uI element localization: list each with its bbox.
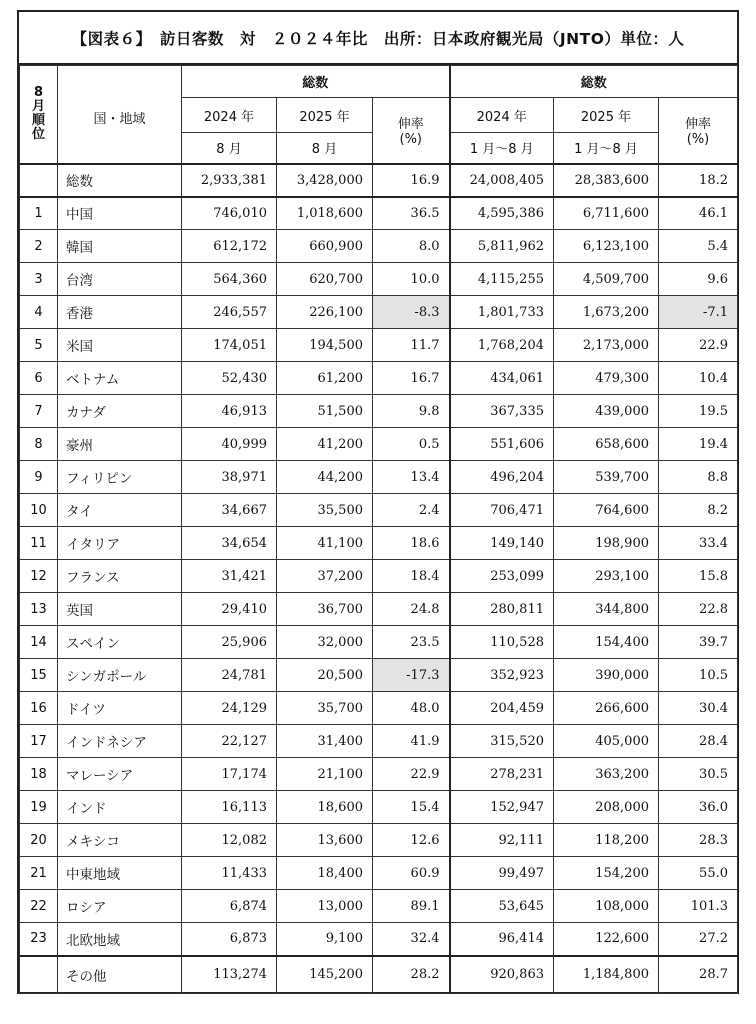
cum-growth-cell: 33.4 <box>659 527 738 560</box>
cum-group-header: 総数 <box>450 66 738 98</box>
table-row <box>20 395 738 428</box>
rank-cell: 20 <box>20 824 58 857</box>
cum-growth-cell: 55.0 <box>659 857 738 890</box>
aug-growth-cell: 16.9 <box>373 164 450 197</box>
aug-2024-cell: 17,174 <box>182 758 277 791</box>
rank-cell: 7 <box>20 395 58 428</box>
aug-2025-cell: 41,100 <box>277 527 373 560</box>
aug-growth-cell: 24.8 <box>373 593 450 626</box>
cum-growth-cell: 46.1 <box>659 197 738 230</box>
cum-growth-cell: 22.9 <box>659 329 738 362</box>
cum-growth-cell: 30.4 <box>659 692 738 725</box>
aug-2025-cell: 18,600 <box>277 791 373 824</box>
aug-2025-cell: 20,500 <box>277 659 373 692</box>
aug-growth-cell: 89.1 <box>373 890 450 923</box>
aug-2024-cell: 113,274 <box>182 956 277 994</box>
aug-growth-cell: -8.3 <box>373 296 450 329</box>
table-row <box>20 725 738 758</box>
cum-2024-cell: 315,520 <box>450 725 554 758</box>
cum-2025-cell: 4,509,700 <box>554 263 659 296</box>
rank-cell: 1 <box>20 197 58 230</box>
cum-2024-cell: 434,061 <box>450 362 554 395</box>
region-cell: フィリピン <box>58 461 182 494</box>
cum-2024-cell: 152,947 <box>450 791 554 824</box>
cum-2024-cell: 496,204 <box>450 461 554 494</box>
aug-2024-cell: 34,654 <box>182 527 277 560</box>
table-row <box>20 329 738 362</box>
cum-2024-cell: 4,595,386 <box>450 197 554 230</box>
cum-growth-cell: -7.1 <box>659 296 738 329</box>
cum-growth-cell: 30.5 <box>659 758 738 791</box>
aug-2025-cell: 620,700 <box>277 263 373 296</box>
cum-growth-cell: 8.2 <box>659 494 738 527</box>
cum-2024-cell: 24,008,405 <box>450 164 554 197</box>
aug-growth-cell: 2.4 <box>373 494 450 527</box>
aug-growth-cell: 28.2 <box>373 956 450 994</box>
aug-growth-cell: 18.4 <box>373 560 450 593</box>
aug-2024-header: 2024 年 <box>182 98 277 133</box>
cum-growth-cell: 5.4 <box>659 230 738 263</box>
aug-2025-cell: 1,018,600 <box>277 197 373 230</box>
aug-growth-cell: 41.9 <box>373 725 450 758</box>
cum-2025-cell: 1,673,200 <box>554 296 659 329</box>
rank-cell: 22 <box>20 890 58 923</box>
region-cell: フランス <box>58 560 182 593</box>
cum-2024-header: 2024 年 <box>450 98 554 133</box>
aug-2024-cell: 174,051 <box>182 329 277 362</box>
rank-header: 8月順位 <box>20 66 58 164</box>
rank-cell: 18 <box>20 758 58 791</box>
region-cell: メキシコ <box>58 824 182 857</box>
cum-2024-cell: 551,606 <box>450 428 554 461</box>
aug-2025-cell: 35,500 <box>277 494 373 527</box>
cum-2024-cell: 110,528 <box>450 626 554 659</box>
rank-cell: 17 <box>20 725 58 758</box>
aug-2024-cell: 46,913 <box>182 395 277 428</box>
cum-2025-cell: 658,600 <box>554 428 659 461</box>
cum-growth-cell: 28.4 <box>659 725 738 758</box>
cum-growth-cell: 8.8 <box>659 461 738 494</box>
aug-2024-cell: 11,433 <box>182 857 277 890</box>
aug-2024-cell: 29,410 <box>182 593 277 626</box>
table-row <box>20 659 738 692</box>
cum-2025-cell: 28,383,600 <box>554 164 659 197</box>
aug-growth-cell: 16.7 <box>373 362 450 395</box>
region-cell: インド <box>58 791 182 824</box>
aug-growth-cell: 48.0 <box>373 692 450 725</box>
region-header: 国・地域 <box>58 66 182 164</box>
cum-2024-cell: 96,414 <box>450 923 554 956</box>
cum-2025-cell: 363,200 <box>554 758 659 791</box>
table-row <box>20 428 738 461</box>
cum-2024-cell: 278,231 <box>450 758 554 791</box>
aug-2025-cell: 13,600 <box>277 824 373 857</box>
cum-2025-cell: 122,600 <box>554 923 659 956</box>
cum-growth-cell: 9.6 <box>659 263 738 296</box>
aug-2025-cell: 32,000 <box>277 626 373 659</box>
table-row <box>20 461 738 494</box>
aug-2024-cell: 12,082 <box>182 824 277 857</box>
rank-cell: 10 <box>20 494 58 527</box>
rank-cell: 16 <box>20 692 58 725</box>
aug-2025-cell: 226,100 <box>277 296 373 329</box>
region-cell: 豪州 <box>58 428 182 461</box>
region-cell: 総数 <box>58 164 182 197</box>
aug-growth-cell: 0.5 <box>373 428 450 461</box>
region-cell: タイ <box>58 494 182 527</box>
cum-2025-cell: 344,800 <box>554 593 659 626</box>
aug-2025-cell: 145,200 <box>277 956 373 994</box>
rank-cell: 19 <box>20 791 58 824</box>
aug-growth-cell: 10.0 <box>373 263 450 296</box>
aug-2024-cell: 22,127 <box>182 725 277 758</box>
aug-growth-cell: 9.8 <box>373 395 450 428</box>
rank-cell: 3 <box>20 263 58 296</box>
cum-growth-cell: 22.8 <box>659 593 738 626</box>
cum-2024-cell: 5,811,962 <box>450 230 554 263</box>
cum-2024-cell: 4,115,255 <box>450 263 554 296</box>
aug-2025-header: 2025 年 <box>277 98 373 133</box>
cum-growth-cell: 18.2 <box>659 164 738 197</box>
rank-cell: 5 <box>20 329 58 362</box>
cum-2025-cell: 6,711,600 <box>554 197 659 230</box>
rank-cell: 14 <box>20 626 58 659</box>
cum-2025-header: 2025 年 <box>554 98 659 133</box>
cum-2024-cell: 253,099 <box>450 560 554 593</box>
cum-2024-cell: 706,471 <box>450 494 554 527</box>
cum-2024-cell: 92,111 <box>450 824 554 857</box>
cum-2025-cell: 293,100 <box>554 560 659 593</box>
aug-group-header: 総数 <box>182 66 450 98</box>
cum-2025-cell: 154,200 <box>554 857 659 890</box>
rank-cell: 8 <box>20 428 58 461</box>
table-row <box>20 692 738 725</box>
region-cell: インドネシア <box>58 725 182 758</box>
cum-2025-cell: 2,173,000 <box>554 329 659 362</box>
aug-2024-cell: 40,999 <box>182 428 277 461</box>
aug-growth-cell: 32.4 <box>373 923 450 956</box>
region-cell: 台湾 <box>58 263 182 296</box>
other-row <box>20 956 738 994</box>
table-row <box>20 362 738 395</box>
cum-2024-cell: 149,140 <box>450 527 554 560</box>
rank-cell: 4 <box>20 296 58 329</box>
region-cell: 韓国 <box>58 230 182 263</box>
aug-2025-cell: 61,200 <box>277 362 373 395</box>
cum-2025-cell: 1,184,800 <box>554 956 659 994</box>
rank-cell: 11 <box>20 527 58 560</box>
cum-2025-cell: 439,000 <box>554 395 659 428</box>
aug-2024-cell: 34,667 <box>182 494 277 527</box>
aug-2024-cell: 612,172 <box>182 230 277 263</box>
region-cell: カナダ <box>58 395 182 428</box>
region-cell: 中国 <box>58 197 182 230</box>
cum-2024-cell: 99,497 <box>450 857 554 890</box>
table-row <box>20 923 738 956</box>
table-frame <box>17 10 739 994</box>
table-row <box>20 758 738 791</box>
aug-2024-cell: 246,557 <box>182 296 277 329</box>
rank-cell: 15 <box>20 659 58 692</box>
cum-2024-period: 1 月～8 月 <box>450 133 554 164</box>
table-row <box>20 560 738 593</box>
cum-2025-cell: 198,900 <box>554 527 659 560</box>
table-row <box>20 230 738 263</box>
cum-2025-cell: 6,123,100 <box>554 230 659 263</box>
cum-2025-cell: 108,000 <box>554 890 659 923</box>
rank-cell: 9 <box>20 461 58 494</box>
cum-2024-cell: 1,768,204 <box>450 329 554 362</box>
aug-2025-cell: 36,700 <box>277 593 373 626</box>
aug-2025-cell: 660,900 <box>277 230 373 263</box>
aug-2025-cell: 44,200 <box>277 461 373 494</box>
region-cell: ドイツ <box>58 692 182 725</box>
rank-cell: 6 <box>20 362 58 395</box>
cum-growth-cell: 10.5 <box>659 659 738 692</box>
cum-growth-cell: 39.7 <box>659 626 738 659</box>
rank-cell: 12 <box>20 560 58 593</box>
region-cell: シンガポール <box>58 659 182 692</box>
region-cell: 北欧地域 <box>58 923 182 956</box>
aug-2025-cell: 51,500 <box>277 395 373 428</box>
table-row <box>20 593 738 626</box>
region-cell: ロシア <box>58 890 182 923</box>
table-row <box>20 494 738 527</box>
aug-2024-cell: 2,933,381 <box>182 164 277 197</box>
cum-2024-cell: 1,801,733 <box>450 296 554 329</box>
aug-2024-cell: 38,971 <box>182 461 277 494</box>
aug-2024-cell: 564,360 <box>182 263 277 296</box>
table-row <box>20 890 738 923</box>
cum-2025-cell: 539,700 <box>554 461 659 494</box>
aug-growth-cell: 12.6 <box>373 824 450 857</box>
cum-growth-cell: 28.7 <box>659 956 738 994</box>
aug-2025-cell: 35,700 <box>277 692 373 725</box>
region-cell: 英国 <box>58 593 182 626</box>
table-row <box>20 527 738 560</box>
region-cell: イタリア <box>58 527 182 560</box>
aug-2025-cell: 18,400 <box>277 857 373 890</box>
cum-growth-cell: 101.3 <box>659 890 738 923</box>
cum-2025-cell: 764,600 <box>554 494 659 527</box>
aug-growth-cell: 36.5 <box>373 197 450 230</box>
cum-2025-period: 1 月～8 月 <box>554 133 659 164</box>
table-row <box>20 824 738 857</box>
aug-2024-period: 8 月 <box>182 133 277 164</box>
aug-2024-cell: 6,873 <box>182 923 277 956</box>
aug-2024-cell: 52,430 <box>182 362 277 395</box>
cum-2024-cell: 204,459 <box>450 692 554 725</box>
aug-growth-cell: -17.3 <box>373 659 450 692</box>
table-title: 【図表６】 訪日客数 対 ２０２４年比 出所：日本政府観光局（JNTO）単位：人 <box>19 12 737 65</box>
cum-2025-cell: 154,400 <box>554 626 659 659</box>
rank-cell <box>20 164 58 197</box>
cum-growth-cell: 19.4 <box>659 428 738 461</box>
region-cell: スペイン <box>58 626 182 659</box>
aug-growth-cell: 11.7 <box>373 329 450 362</box>
region-cell: 香港 <box>58 296 182 329</box>
aug-2025-cell: 9,100 <box>277 923 373 956</box>
cum-2025-cell: 266,600 <box>554 692 659 725</box>
table-row <box>20 626 738 659</box>
aug-2024-cell: 6,874 <box>182 890 277 923</box>
aug-2024-cell: 16,113 <box>182 791 277 824</box>
cum-2024-cell: 280,811 <box>450 593 554 626</box>
cum-growth-header: 伸率 (%) <box>659 98 738 164</box>
table-row <box>20 296 738 329</box>
aug-2024-cell: 25,906 <box>182 626 277 659</box>
aug-2024-cell: 746,010 <box>182 197 277 230</box>
aug-growth-cell: 8.0 <box>373 230 450 263</box>
rank-cell <box>20 956 58 994</box>
total-row <box>20 164 738 197</box>
aug-2025-cell: 13,000 <box>277 890 373 923</box>
cum-2024-cell: 920,863 <box>450 956 554 994</box>
cum-growth-cell: 36.0 <box>659 791 738 824</box>
aug-2024-cell: 24,781 <box>182 659 277 692</box>
cum-2025-cell: 479,300 <box>554 362 659 395</box>
table-row <box>20 263 738 296</box>
region-cell: 中東地域 <box>58 857 182 890</box>
aug-2025-cell: 37,200 <box>277 560 373 593</box>
table-row <box>20 857 738 890</box>
rank-cell: 23 <box>20 923 58 956</box>
header-row-1 <box>20 66 738 98</box>
region-cell: その他 <box>58 956 182 994</box>
visitor-table <box>19 65 738 994</box>
aug-2025-cell: 3,428,000 <box>277 164 373 197</box>
aug-growth-cell: 18.6 <box>373 527 450 560</box>
cum-2024-cell: 352,923 <box>450 659 554 692</box>
aug-2025-cell: 41,200 <box>277 428 373 461</box>
aug-growth-header: 伸率 (%) <box>373 98 450 164</box>
aug-2025-cell: 194,500 <box>277 329 373 362</box>
aug-2025-cell: 31,400 <box>277 725 373 758</box>
aug-growth-cell: 13.4 <box>373 461 450 494</box>
aug-growth-cell: 60.9 <box>373 857 450 890</box>
cum-growth-cell: 28.3 <box>659 824 738 857</box>
cum-growth-cell: 27.2 <box>659 923 738 956</box>
cum-growth-cell: 15.8 <box>659 560 738 593</box>
cum-2025-cell: 118,200 <box>554 824 659 857</box>
region-cell: 米国 <box>58 329 182 362</box>
cum-2024-cell: 53,645 <box>450 890 554 923</box>
aug-2025-cell: 21,100 <box>277 758 373 791</box>
cum-growth-cell: 10.4 <box>659 362 738 395</box>
cum-2025-cell: 390,000 <box>554 659 659 692</box>
cum-2025-cell: 405,000 <box>554 725 659 758</box>
table-row <box>20 197 738 230</box>
aug-2025-period: 8 月 <box>277 133 373 164</box>
cum-2025-cell: 208,000 <box>554 791 659 824</box>
rank-cell: 21 <box>20 857 58 890</box>
aug-growth-cell: 22.9 <box>373 758 450 791</box>
cum-growth-cell: 19.5 <box>659 395 738 428</box>
aug-2024-cell: 24,129 <box>182 692 277 725</box>
table-row <box>20 791 738 824</box>
region-cell: マレーシア <box>58 758 182 791</box>
aug-growth-cell: 23.5 <box>373 626 450 659</box>
cum-2024-cell: 367,335 <box>450 395 554 428</box>
aug-2024-cell: 31,421 <box>182 560 277 593</box>
region-cell: ベトナム <box>58 362 182 395</box>
rank-cell: 2 <box>20 230 58 263</box>
aug-growth-cell: 15.4 <box>373 791 450 824</box>
rank-cell: 13 <box>20 593 58 626</box>
